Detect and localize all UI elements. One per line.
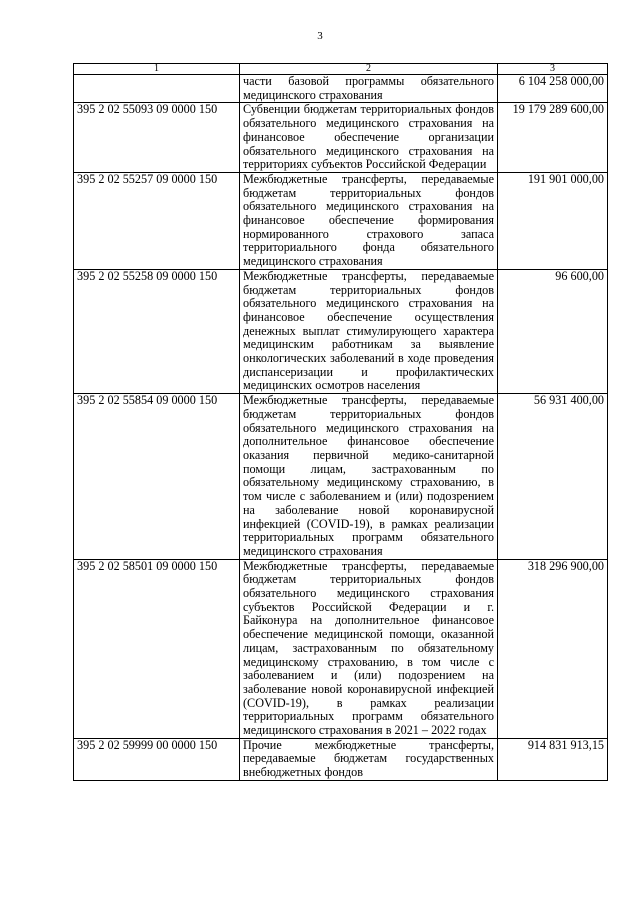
description: Прочие межбюджетные трансферты, передаваемые бюджетам государственных внебюджетных фондов [240,738,498,780]
amount: 56 931 400,00 [498,394,608,559]
amount: 191 901 000,00 [498,172,608,269]
budget-code: 395 2 02 55854 09 0000 150 [74,394,240,559]
budget-code [74,75,240,103]
table-row [74,269,608,393]
budget-table [73,63,608,781]
description: Субвенции бюджетам территориальных фондов обязательного медицинского страхования на финансовое обеспечение организации обязательного медицинского страхования на территориях субъектов Российской Федерации [240,103,498,173]
column-header-3: 3 [498,64,608,75]
budget-code: 395 2 02 59999 00 0000 150 [74,738,240,780]
table-row [74,394,608,559]
amount: 19 179 289 600,00 [498,103,608,173]
amount: 318 296 900,00 [498,559,608,738]
table-row [74,559,608,738]
budget-code: 395 2 02 55258 09 0000 150 [74,269,240,393]
table-row [74,75,608,103]
amount: 914 831 913,15 [498,738,608,780]
column-header-1: 1 [74,64,240,75]
table-header-row [74,64,608,75]
column-header-2: 2 [240,64,498,75]
description: Межбюджетные трансферты, передаваемые бюджетам территориальных фондов обязательного медицинского страхования субъектов Российской Федерации и г. Байконура на дополнительное финансовое обеспечение медицинской помощи, оказанной лицам, застрахованным по обязательному медицинскому страхованию, в том числе с заболеванием и (или) подозрением на заболевание новой коронавирусной инфекцией (COVID-19), в рамках реализации территориальных программ обязательного медицинского страхования в 2021 – 2022 годах [240,559,498,738]
budget-code: 395 2 02 55093 09 0000 150 [74,103,240,173]
description: Межбюджетные трансферты, передаваемые бюджетам территориальных фондов обязательного медицинского страхования на финансовое обеспечение формирования нормированного страхового запаса территориального фонда обязательного медицинского страхования [240,172,498,269]
amount: 6 104 258 000,00 [498,75,608,103]
description: части базовой программы обязательного медицинского страхования [240,75,498,103]
budget-code: 395 2 02 55257 09 0000 150 [74,172,240,269]
table-row [74,738,608,780]
budget-code: 395 2 02 58501 09 0000 150 [74,559,240,738]
table-row [74,172,608,269]
amount: 96 600,00 [498,269,608,393]
description: Межбюджетные трансферты, передаваемые бюджетам территориальных фондов обязательного медицинского страхования на дополнительное финансовое обеспечение оказания первичной медико-санитарной помощи лицам, застрахованным по обязательному медицинскому страхованию, в том числе с заболеванием и (или) подозрением на заболевание новой коронавирусной инфекцией (COVID-19), в рамках реализации территориальных программ обязательного медицинского страхования [240,394,498,559]
table-row [74,103,608,173]
page-number: 3 [317,30,323,42]
description: Межбюджетные трансферты, передаваемые бюджетам территориальных фондов обязательного медицинского страхования на финансовое обеспечение осуществления денежных выплат стимулирующего характера медицинским работникам за выявление онкологических заболеваний в ходе проведения диспансеризации и профилактических медицинских осмотров населения [240,269,498,393]
